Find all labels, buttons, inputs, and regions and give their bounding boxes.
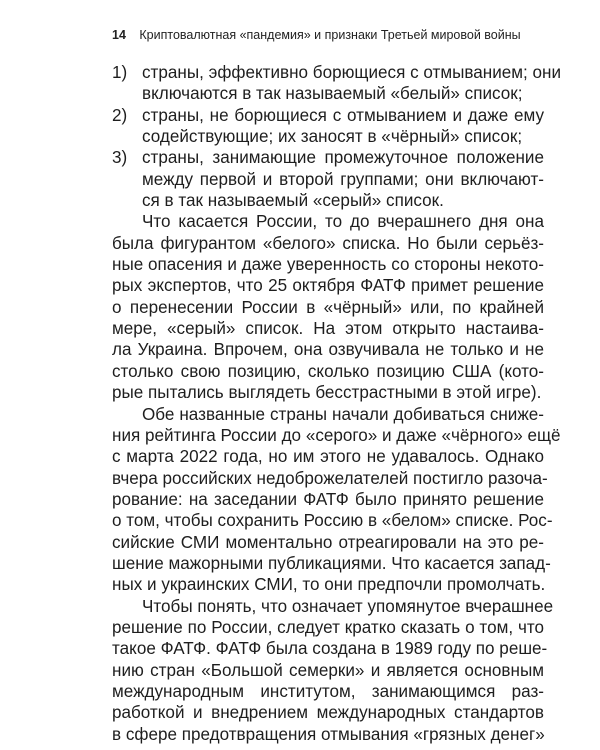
text-line: ных и украинских СМИ, то они предпочли промолчать.	[112, 575, 546, 595]
text-line: столько свою позицию, сколько позицию США (кото-	[112, 361, 544, 381]
text-line: шение мажорными публикациями. Что касается запад-	[112, 553, 551, 573]
text-line: страны, эффективно борющиеся с отмыванием; они	[142, 63, 562, 82]
text-line: международным институтом, занимающимся раз-	[112, 681, 544, 701]
text-line: ла Украина. Впрочем, она озвучивала не только и не	[112, 340, 544, 360]
text-line: Чтобы понять, что означает упомянутое вчерашнее	[142, 596, 554, 616]
text-line: содействующие; их заносят в «чёрный» список;	[142, 127, 523, 147]
text-line: страны, не борющиеся с отмыванием и даже ему	[142, 105, 544, 125]
running-title: Криптовалютная «пандемия» и признаки Третьей мировой войны	[139, 28, 521, 42]
page-header	[112, 28, 552, 42]
list-item-number: 2)	[112, 105, 128, 125]
text-line: между первой и второй группами; они включают-	[142, 169, 544, 189]
text-line: о перенесении России в «чёрный» или, по крайней	[112, 297, 544, 317]
text-line: рых экспертов, что 25 октября ФАТФ примет решение	[112, 276, 544, 296]
text-line: Обе названные страны начали добиваться сниже-	[142, 404, 544, 424]
list-item	[112, 62, 562, 105]
text-line: ные опасения и даже уверенность со стороны некото-	[112, 255, 544, 275]
text-line: рование: на заседании ФАТФ было принято решение	[112, 489, 544, 509]
text-line: о том, чтобы сохранить Россию в «белом» списке. Рос-	[112, 511, 553, 531]
text-line: сийские СМИ моментально отреагировали на это ре-	[112, 532, 544, 552]
paragraph	[112, 404, 561, 596]
list-item-number: 1)	[112, 63, 128, 82]
text-line: решение по России, следует кратко сказать о том, что	[112, 617, 544, 637]
text-line: мере, «серый» список. На этом открыто настаива-	[112, 319, 544, 339]
text-line: такое ФАТФ. ФАТФ была создана в 1989 году по реше-	[112, 639, 548, 659]
text-line: включаются в так называемый «белый» список;	[142, 84, 523, 104]
text-line: страны, занимающие промежуточное положение	[142, 148, 544, 168]
text-line: нию стран «Большой семерки» и является основным	[112, 660, 544, 680]
text-line: ния рейтинга России до «серого» и даже «чёрного» ещё	[112, 425, 561, 445]
list-item	[112, 147, 544, 211]
text-line: работкой и внедрением международных стандартов	[112, 703, 544, 723]
list-item	[112, 105, 544, 148]
list-item-number: 3)	[112, 148, 128, 168]
text-line: вчера российских недоброжелателей постигло разоча-	[112, 468, 548, 488]
paragraph	[112, 211, 544, 403]
body-text	[112, 62, 562, 745]
text-line: с марта 2022 года, но им этого не удавалось. Однако	[112, 447, 544, 467]
text-line: была фигурантом «белого» списка. Но были серьёз-	[112, 233, 544, 253]
page-number: 14	[112, 28, 126, 42]
text-line: рые пытались выглядеть бесстрастными в этой игре).	[112, 383, 542, 403]
text-line: в сфере предотвращения отмывания «грязных денег»	[112, 724, 545, 744]
paragraph	[112, 596, 554, 745]
text-line: ся в так называемый «серый» список.	[142, 191, 444, 211]
text-line: Что касается России, то до вчерашнего дня она	[142, 212, 544, 232]
